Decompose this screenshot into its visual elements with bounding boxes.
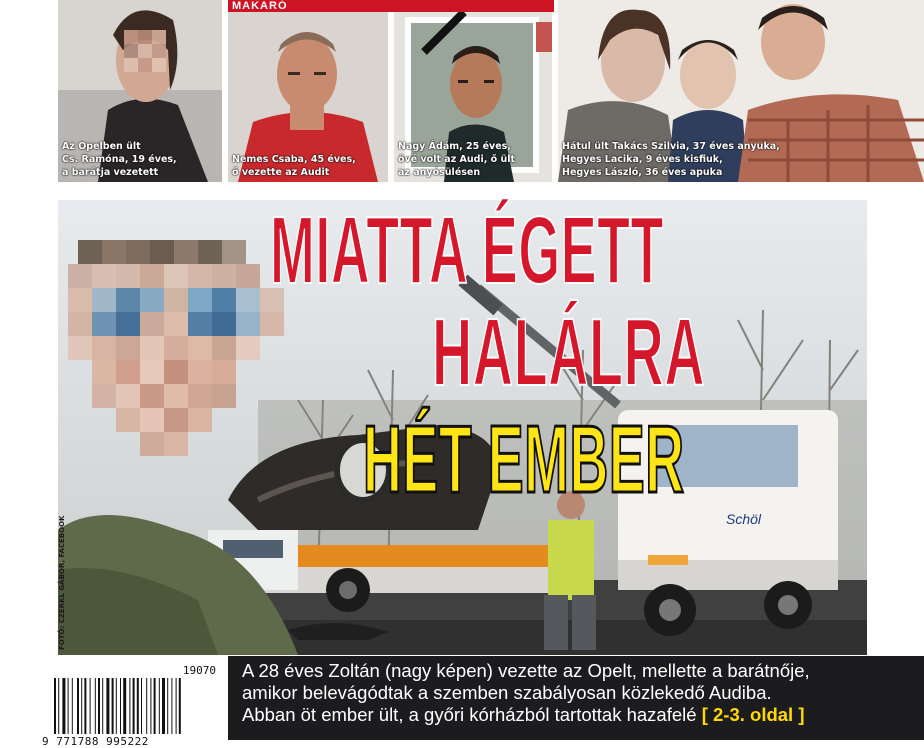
lede-line-3 [242, 704, 924, 726]
ean-number: 9 771788 995222 [42, 735, 149, 748]
headline-line-3: HÉT EMBER [363, 406, 685, 513]
barcode [40, 662, 224, 746]
victim-photo-4 [558, 0, 924, 182]
lede-line-2: amikor belevágódtak a szemben szabályosan közlekedő Audiba. [242, 682, 772, 703]
lede-text-box [228, 656, 924, 740]
victim-photo-2 [228, 12, 388, 182]
bracket-open: [ [701, 704, 708, 725]
svg-text:Schöl: Schöl [726, 511, 762, 527]
lede-line-3-text: Abban öt ember ült, a győri kórházból tartottak hazafelé [242, 704, 697, 725]
headline-line-2: HALÁLRA [432, 299, 706, 406]
victim-caption-1: Az Opelben ült Cs. Ramóna, 19 éves, a barátja vezetett [62, 141, 177, 178]
victim-caption-4: Hátul ült Takács Szilvia, 37 éves anyuka, Hegyes Lacika, 9 éves kisfiuk, Hegyes László, 36 éves apuka [562, 141, 780, 178]
victim-caption-2: Nemes Csaba, 45 éves, ő vezette az Audit [232, 154, 356, 178]
headline-line-1: MIATTA ÉGETT [270, 197, 664, 304]
kicker-banner: MAKARÓ [228, 0, 554, 12]
bracket-close: ] [798, 704, 805, 725]
page-reference [702, 704, 805, 725]
lede-line-1: A 28 éves Zoltán (nagy képen) vezette az Opelt, mellette a barátnője, [242, 660, 810, 681]
barcode-bars [40, 662, 224, 746]
victim-caption-3: Nagy Ádám, 25 éves, övé volt az Audi, ő ült az anyósülésen [398, 141, 516, 178]
issue-number: 19070 [182, 664, 216, 677]
page-reference-label: 2-3. oldal [713, 704, 794, 725]
victim-photo-3 [394, 12, 552, 182]
victim-photo-1 [58, 0, 222, 182]
photo-credit: FOTÓ: CZERKL GÁBOR, FACEBOOK [58, 515, 66, 650]
